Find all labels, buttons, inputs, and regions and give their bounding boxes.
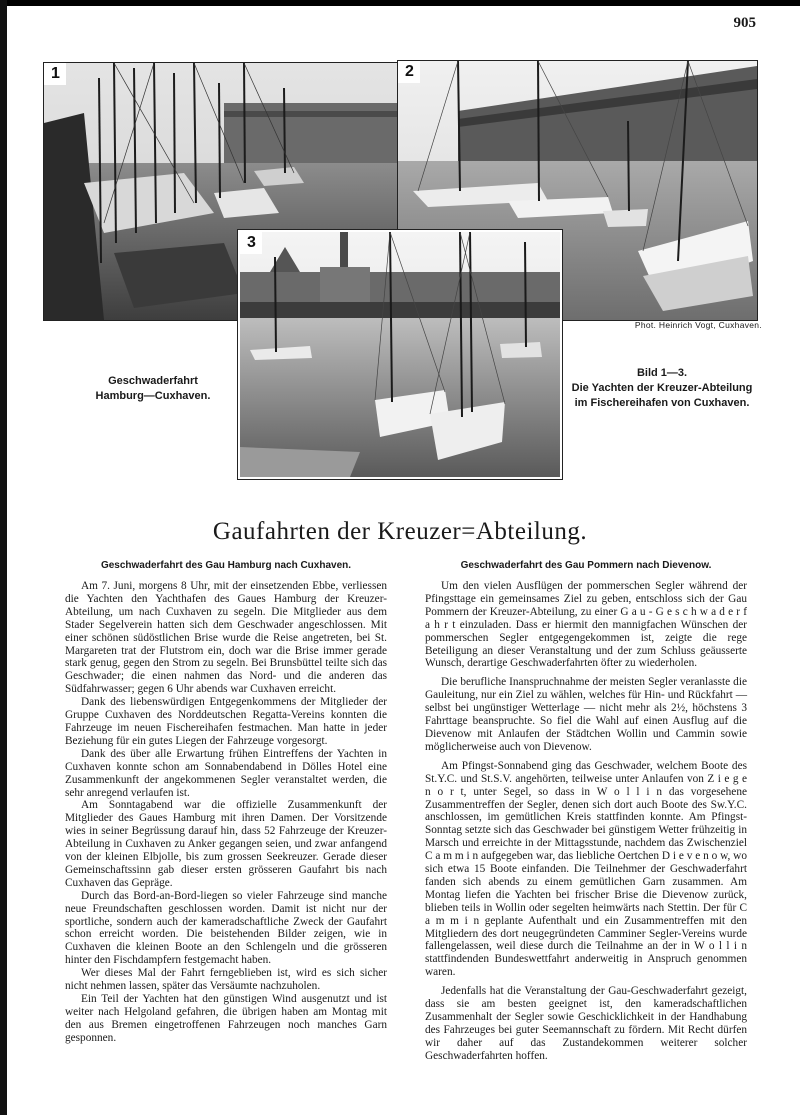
left-paragraph: Durch das Bord-an-Bord-liegen so vieler Fahrzeuge sind manche neue Freundschaften geschlossen worden. Damit ist nicht nur der sportliche, sondern auch der kameradschaftliche Zweck der Gaufahrt schon erreicht worden. Die beistehenden Bilder zeigen, wie in Cuxhaven die kleinen Boote an den Schlengeln und die grösseren hinter den Fischdampfern festgemacht haben. <box>65 889 387 967</box>
photo-2-number: 2 <box>402 63 417 81</box>
right-paragraph: Um den vielen Ausflügen der pommerschen Segler während der Pfingsttage ein gemeinsames Ziel zu geben, entschloss sich der Gau Pommern der Kreuzer-Abteilung, zu einer G a u - G e s c h w a d e r f a h r t einzuladen. Dass er hiermit den mannigfachen Wünschen der pommerschen Segler entgegengekommen ist, zeigte die rege Beteiligung an dieser Veranstaltung und der zum Schluss geäusserte Wunsch, derartige Geschwaderfahrten öfter zu wiederholen. <box>425 580 747 670</box>
article-title: Gaufahrten der Kreuzer=Abteilung. <box>212 518 588 545</box>
left-column-heading: Geschwaderfahrt des Gau Hamburg nach Cuxhaven. <box>100 560 352 571</box>
left-column <box>65 560 387 1045</box>
page-number: 905 <box>733 15 756 31</box>
left-paragraph: Wer dieses Mal der Fahrt ferngeblieben ist, wird es sich sicher nicht nehmen lassen, später das Versäumte nachzuholen. <box>65 967 387 993</box>
photo-3 <box>238 230 562 479</box>
photo-3-image <box>240 232 560 477</box>
left-paragraph: Dank des über alle Erwartung frühen Eintreffens der Yachten in Cuxhaven konnte schon am Sonnabendabend in Dölles Hotel eine Zusammenkunft der angekommenen Segler veranstaltet werden, die sehr anregend verlaufen ist. <box>65 747 387 799</box>
right-paragraph: Jedenfalls hat die Veranstaltung der Gau-Geschwaderfahrt gezeigt, dass sie am besten geeignet ist, den kameradschaftlichen Zusammenhalt der Segler sowie Geschicklichkeit in der Handhabung des Fahrzeuges bei guter Seemannschaft zu fördern. Mit Recht dürfen wir daher auf das Zustandekommen weiterer solcher Geschwaderfahrten hoffen. <box>425 985 747 1062</box>
left-paragraph: Am Sonntagabend war die offizielle Zusammenkunft der Mitglieder des Gaues Hamburg mit ihren Damen. Der Vorsitzende wies in seiner Begrüssung darauf hin, dass 52 Fahrzeuge der Kreuzer-Abteilung in Cuxhaven zu Anker gegangen seien, und zwar anfangend von der kleinen Elbjolle, bis zum grossen Seekreuzer. Gerade dieser Gemeinschaftssinn gab dieser ersten grösseren Gaufahrt bis nach Cuxhaven das Gepräge. <box>65 799 387 889</box>
caption-right-line-2: Die Yachten der Kreuzer-Abteilung <box>571 382 753 394</box>
left-paragraph: Ein Teil der Yachten hat den günstigen Wind ausgenutzt und ist weiter nach Helgoland gefahren, die übrigen haben am Montag mit den aus Bremen eingetroffenen Fahrzeugen noch manches Garn gesponnen. <box>65 993 387 1044</box>
right-column-heading: Geschwaderfahrt des Gau Pommern nach Dievenow. <box>460 560 712 571</box>
caption-left <box>68 374 238 404</box>
right-column <box>425 560 747 1063</box>
caption-left-line-2: Hamburg—Cuxhaven. <box>95 390 211 402</box>
left-paragraph: Dank des liebenswürdigen Entgegenkommens der Mitglieder der Gruppe Cuxhaven des Norddeutschen Regatta-Vereins konnten die Fahrzeuge im neuen Fischereihafen festmachen. Man hatte in jeder Beziehung für ein gutes Liegen der Fahrzeuge vorgesorgt. <box>65 696 387 747</box>
left-paragraph: Am 7. Juni, morgens 8 Uhr, mit der einsetzenden Ebbe, verliessen die Yachten den Yachthafen des Gaues Hamburg der Kreuzer-Abteilung, um nach Cuxhaven zu segeln. Die Mitglieder aus dem Stader Segelverein hatten sich dem Geschwader angeschlossen. Mit einer schönen südöstlichen Brise wurde die Reise angetreten, bei St. Margareten trat der Flutstrom ein, doch war die Brise immer gerade stark genug, gegen den Strom zu segeln. Bei Brunsbüttel teilte sich das Geschwader; die einen nahmen das Nord- und die anderen das Südfahrwasser; gegen 6 Uhr abends war Cuxhaven erreicht. <box>65 580 387 696</box>
caption-left-line-1: Geschwaderfahrt <box>108 375 198 387</box>
top-border <box>0 0 800 6</box>
photo-3-number: 3 <box>244 234 259 252</box>
caption-right <box>560 366 764 411</box>
caption-right-line-1: Bild 1—3. <box>636 367 688 379</box>
caption-right-line-3: im Fischereihafen von Cuxhaven. <box>574 397 750 409</box>
right-paragraph: Am Pfingst-Sonnabend ging das Geschwader, welchem Boote des St.Y.C. und St.S.V. angehörten, teilweise unter Anlaufen von Z i e g e n o r t, unter Segel, so dass in W o l l i n das vorgesehene Zusammentreffen der Segler, denen sich dort auch Boote des Sw.Y.C. anschlossen, im gemütlichen Kreis stattfinden konnte. Am Pfingst-Sonntag setzte sich das Geschwader bei günstigem Wetter frühzeitig in Marsch und erreichte in der Mittagsstunde, nachdem das Zwischenziel C a m m i n aufgegeben war, das liebliche Oertchen D i e v e n o w, wo sich etwa 15 Boote einfanden. Die Teilnehmer der Geschwaderfahrt fanden sich abends zu einem gemütlichen Garn zusammen. Am Montag liefen die Yachten bei frischer Brise die Dievenow zurück, blieben teils in Wollin oder segelten heimwärts nach Stettin. Der für C a m m i n geplante Aufenthalt und ein Zusammentreffen mit den Mitgliedern des dort neugegründeten Camminer Segler-Vereins wurde fallengelassen, weil diese durch die Teilnahme an der in W o l l i n stattfindenden Bundeswettfahrt anderweitig in Anspruch genommen waren. <box>425 759 747 979</box>
photo-1-number: 1 <box>48 65 63 83</box>
photo-credit: Phot. Heinrich Vogt, Cuxhaven. <box>634 320 762 330</box>
right-paragraph: Die berufliche Inanspruchnahme der meisten Segler veranlasste die Gauleitung, nur ein Ziel zu wählen, welches für Hin- und Rückfahrt — selbst bei ungünstiger Wetterlage — nicht mehr als 2½, höchstens 3 Fahrttage beanspruchte. So fiel die Wahl auf einen Ausflug auf die Dievenow mit Anlaufen der Städtchen Wollin und Cammin sowie möglicherweise auch von Dievenow. <box>425 676 747 753</box>
left-border <box>0 0 7 1115</box>
